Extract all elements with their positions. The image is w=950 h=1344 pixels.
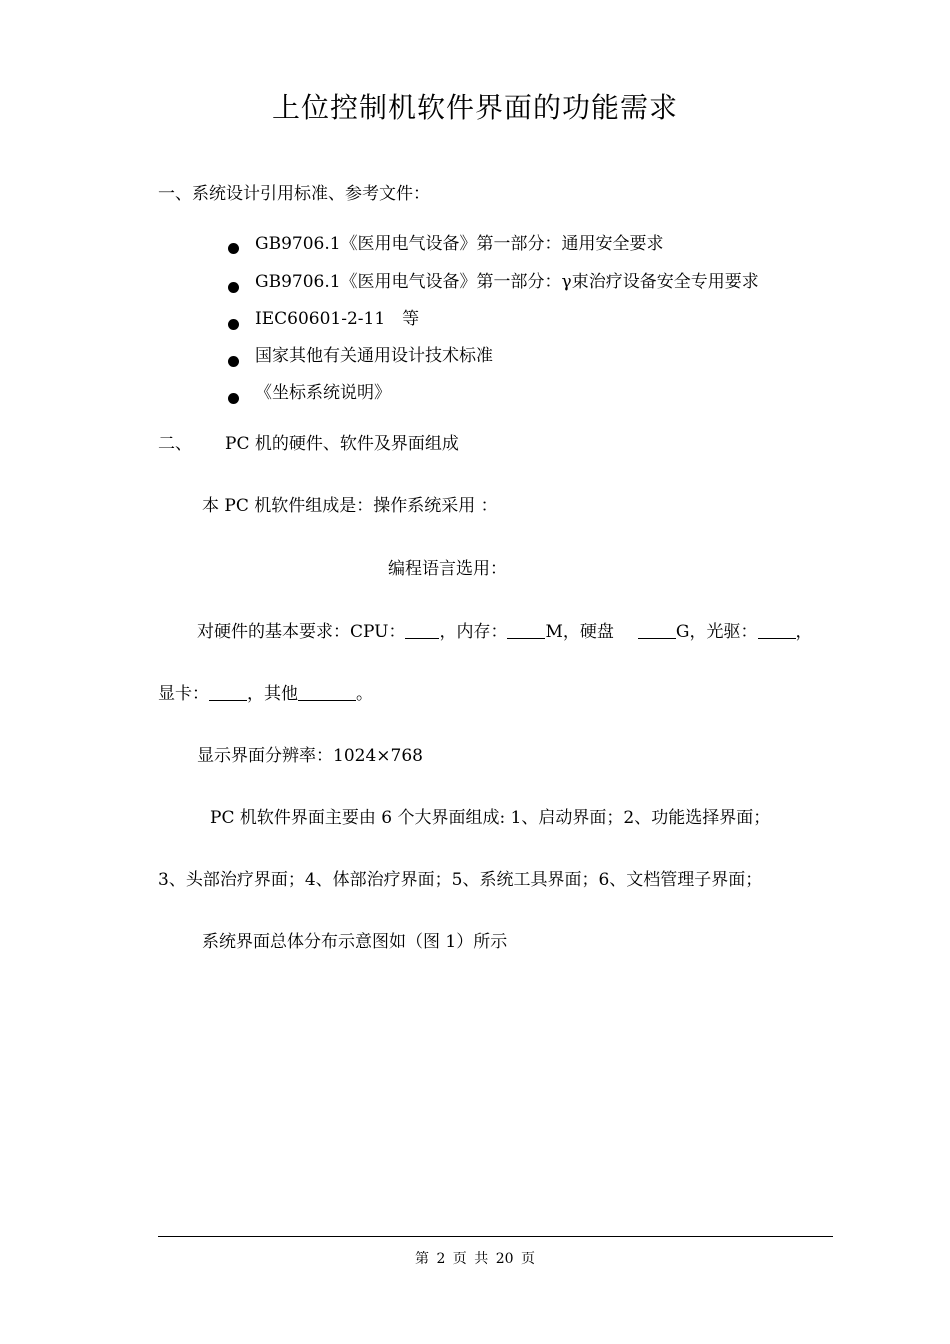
bullet-icon bbox=[228, 356, 239, 367]
bullet-icon bbox=[228, 243, 239, 254]
hardware-line-1 bbox=[197, 621, 813, 643]
cpu-blank bbox=[405, 622, 439, 639]
document-title: 上位控制机软件界面的功能需求 bbox=[271, 91, 678, 124]
bullet-icon bbox=[228, 319, 239, 330]
reference-item: GB9706.1《医用电气设备》第一部分：通用安全要求 bbox=[255, 234, 664, 254]
language-line: 编程语言选用： bbox=[388, 559, 507, 579]
disk-blank bbox=[638, 622, 676, 639]
hardware-other-label: ，其他 bbox=[247, 684, 298, 704]
bullet-icon bbox=[228, 282, 239, 293]
section2-number: 二、 bbox=[158, 434, 192, 454]
hardware-disk-label: M，硬盘 bbox=[545, 622, 614, 642]
hardware-period: 。 bbox=[356, 684, 373, 704]
section1-heading: 一、系统设计引用标准、参考文件： bbox=[158, 184, 430, 204]
footer-divider bbox=[158, 1236, 833, 1237]
page-number: 第 2 页 共 20 页 bbox=[415, 1251, 535, 1267]
gpu-blank bbox=[209, 684, 247, 701]
os-line: 本 PC 机软件组成是：操作系统采用 ： bbox=[202, 496, 498, 516]
hardware-cdrom-label: G，光驱： bbox=[675, 622, 758, 642]
reference-item: 《坐标系统说明》 bbox=[255, 383, 391, 403]
hardware-line-2 bbox=[158, 683, 373, 705]
section2-heading: PC 机的硬件、软件及界面组成 bbox=[225, 434, 459, 454]
bullet-icon bbox=[228, 393, 239, 404]
hardware-gpu-label: 显卡： bbox=[158, 684, 209, 704]
other-blank bbox=[298, 684, 356, 701]
reference-item: 国家其他有关通用设计技术标准 bbox=[255, 346, 493, 366]
reference-item: GB9706.1《医用电气设备》第一部分：γ束治疗设备安全专用要求 bbox=[255, 272, 759, 292]
resolution-line: 显示界面分辨率：1024×768 bbox=[197, 746, 423, 766]
composition-line-1: PC 机软件界面主要由 6 个大界面组成: 1、启动界面；2、功能选择界面； bbox=[210, 808, 771, 828]
hardware-comma: ， bbox=[795, 622, 813, 642]
cdrom-blank bbox=[758, 622, 796, 639]
memory-blank bbox=[507, 622, 545, 639]
reference-item: IEC60601-2-11 等 bbox=[255, 309, 420, 329]
hardware-memory-label: ，内存： bbox=[439, 622, 508, 642]
composition-line-2: 3、头部治疗界面；4、体部治疗界面；5、系统工具界面；6、文档管理子界面； bbox=[158, 870, 763, 890]
hardware-cpu-label: 对硬件的基本要求：CPU： bbox=[197, 622, 406, 642]
figure-reference-line: 系统界面总体分布示意图如（图 1）所示 bbox=[202, 932, 508, 952]
